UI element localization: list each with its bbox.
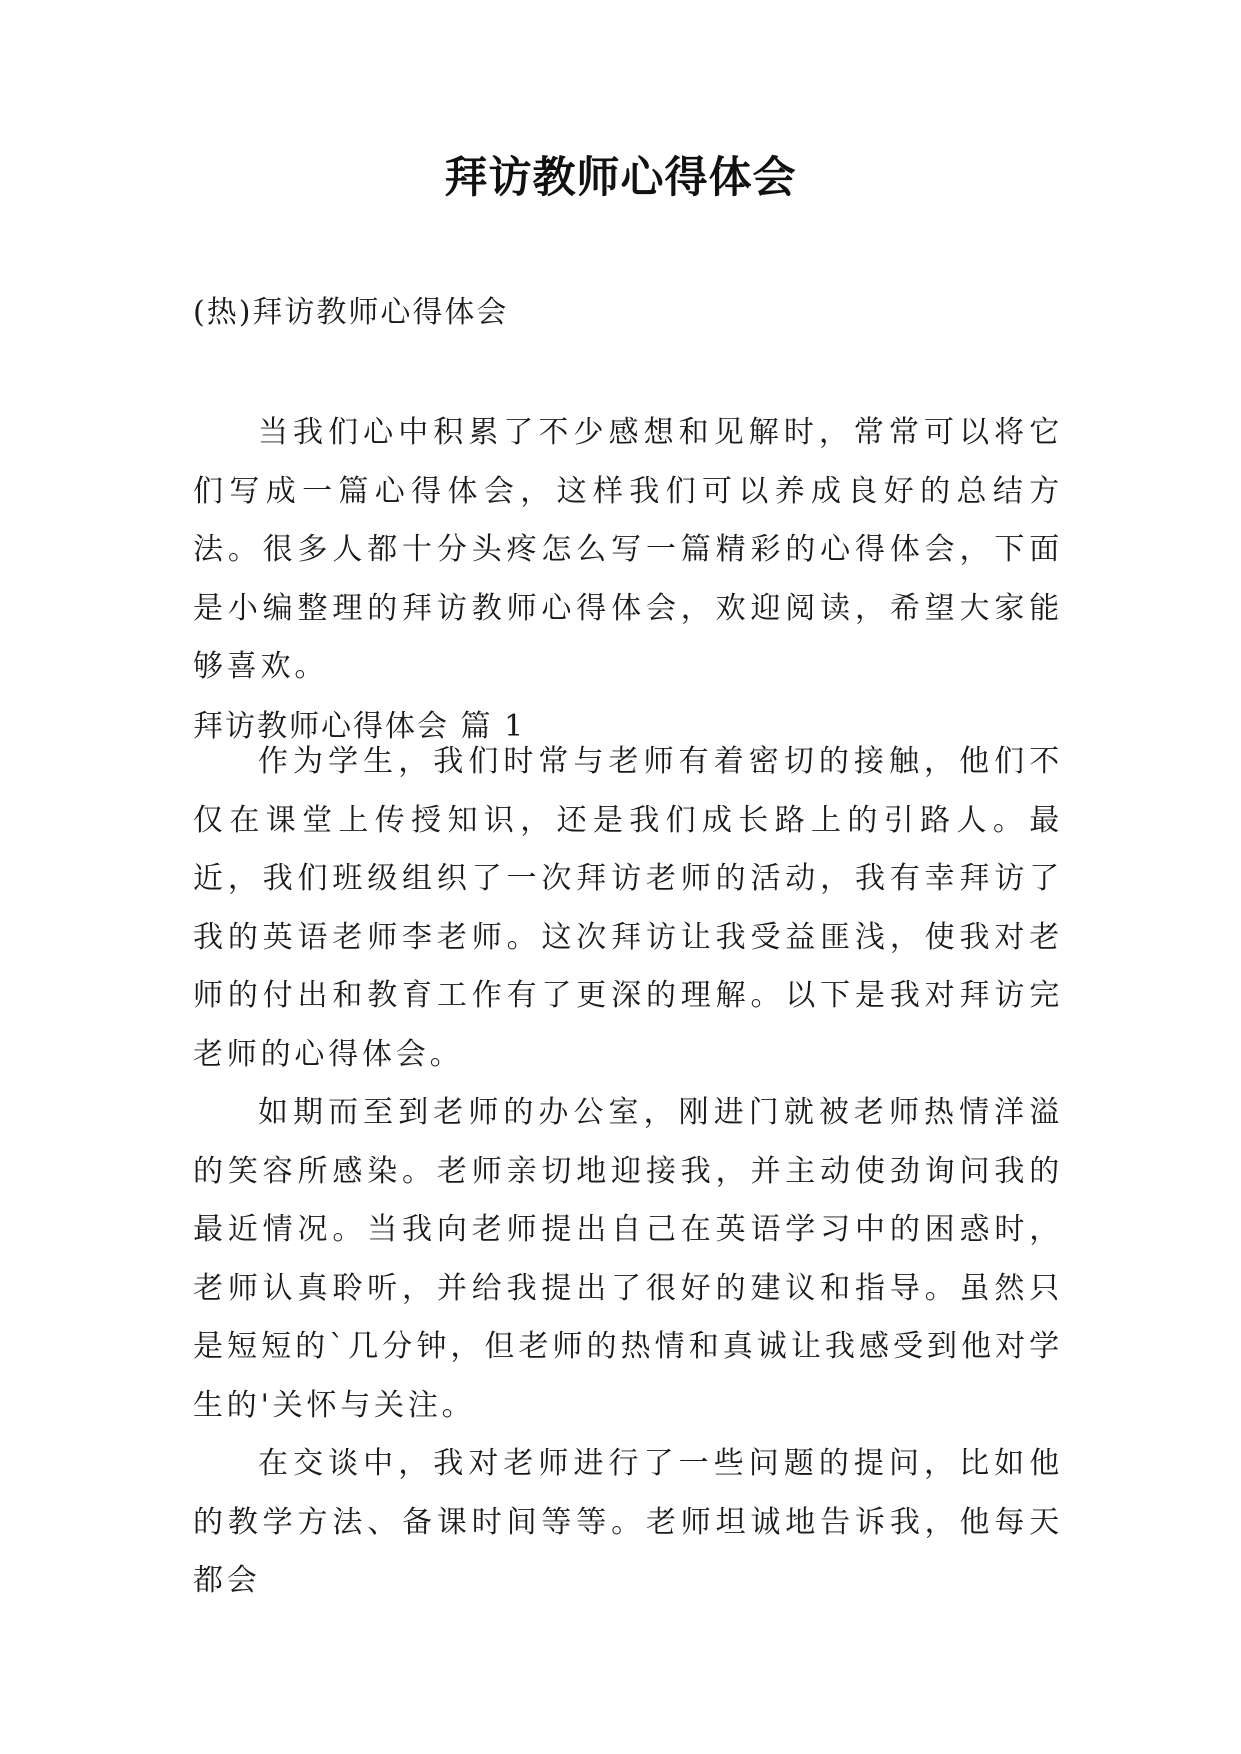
document-title: 拜访教师心得体会 [444, 153, 797, 203]
body-paragraph: 如期而至到老师的办公室，刚进门就被老师热情洋溢的笑容所感染。老师亲切地迎接我，并主动使劲询问我的最近情况。当我向老师提出自己在英语学习中的困惑时，老师认真聆听，并给我提出了很好的建议和指导。虽然只是短短的`几分钟，但老师的热情和真诚让我感受到他对学生的'关怀与关注。 [193, 1095, 1063, 1423]
section-heading: 拜访教师心得体会 篇 1 [193, 709, 526, 744]
intro-paragraph: 当我们心中积累了不少感想和见解时，常常可以将它们写成一篇心得体会，这样我们可以养成良好的总结方法。很多人都十分头疼怎么写一篇精彩的心得体会，下面是小编整理的拜访教师心得体会，欢迎阅读，希望大家能够喜欢。 [193, 415, 1063, 684]
body-paragraph: 在交谈中，我对老师进行了一些问题的提问，比如他的教学方法、备课时间等等。老师坦诚地告诉我，他每天都会 [193, 1446, 1063, 1598]
intro-block [193, 404, 1063, 697]
body-text-block [193, 733, 1063, 1611]
body-paragraph: 作为学生，我们时常与老师有着密切的接触，他们不仅在课堂上传授知识，还是我们成长路上的引路人。最近，我们班级组织了一次拜访老师的活动，我有幸拜访了我的英语老师李老师。这次拜访让我受益匪浅，使我对老师的付出和教育工作有了更深的理解。以下是我对拜访完老师的心得体会。 [193, 744, 1063, 1072]
document-subtitle: (热)拜访教师心得体会 [193, 295, 509, 330]
